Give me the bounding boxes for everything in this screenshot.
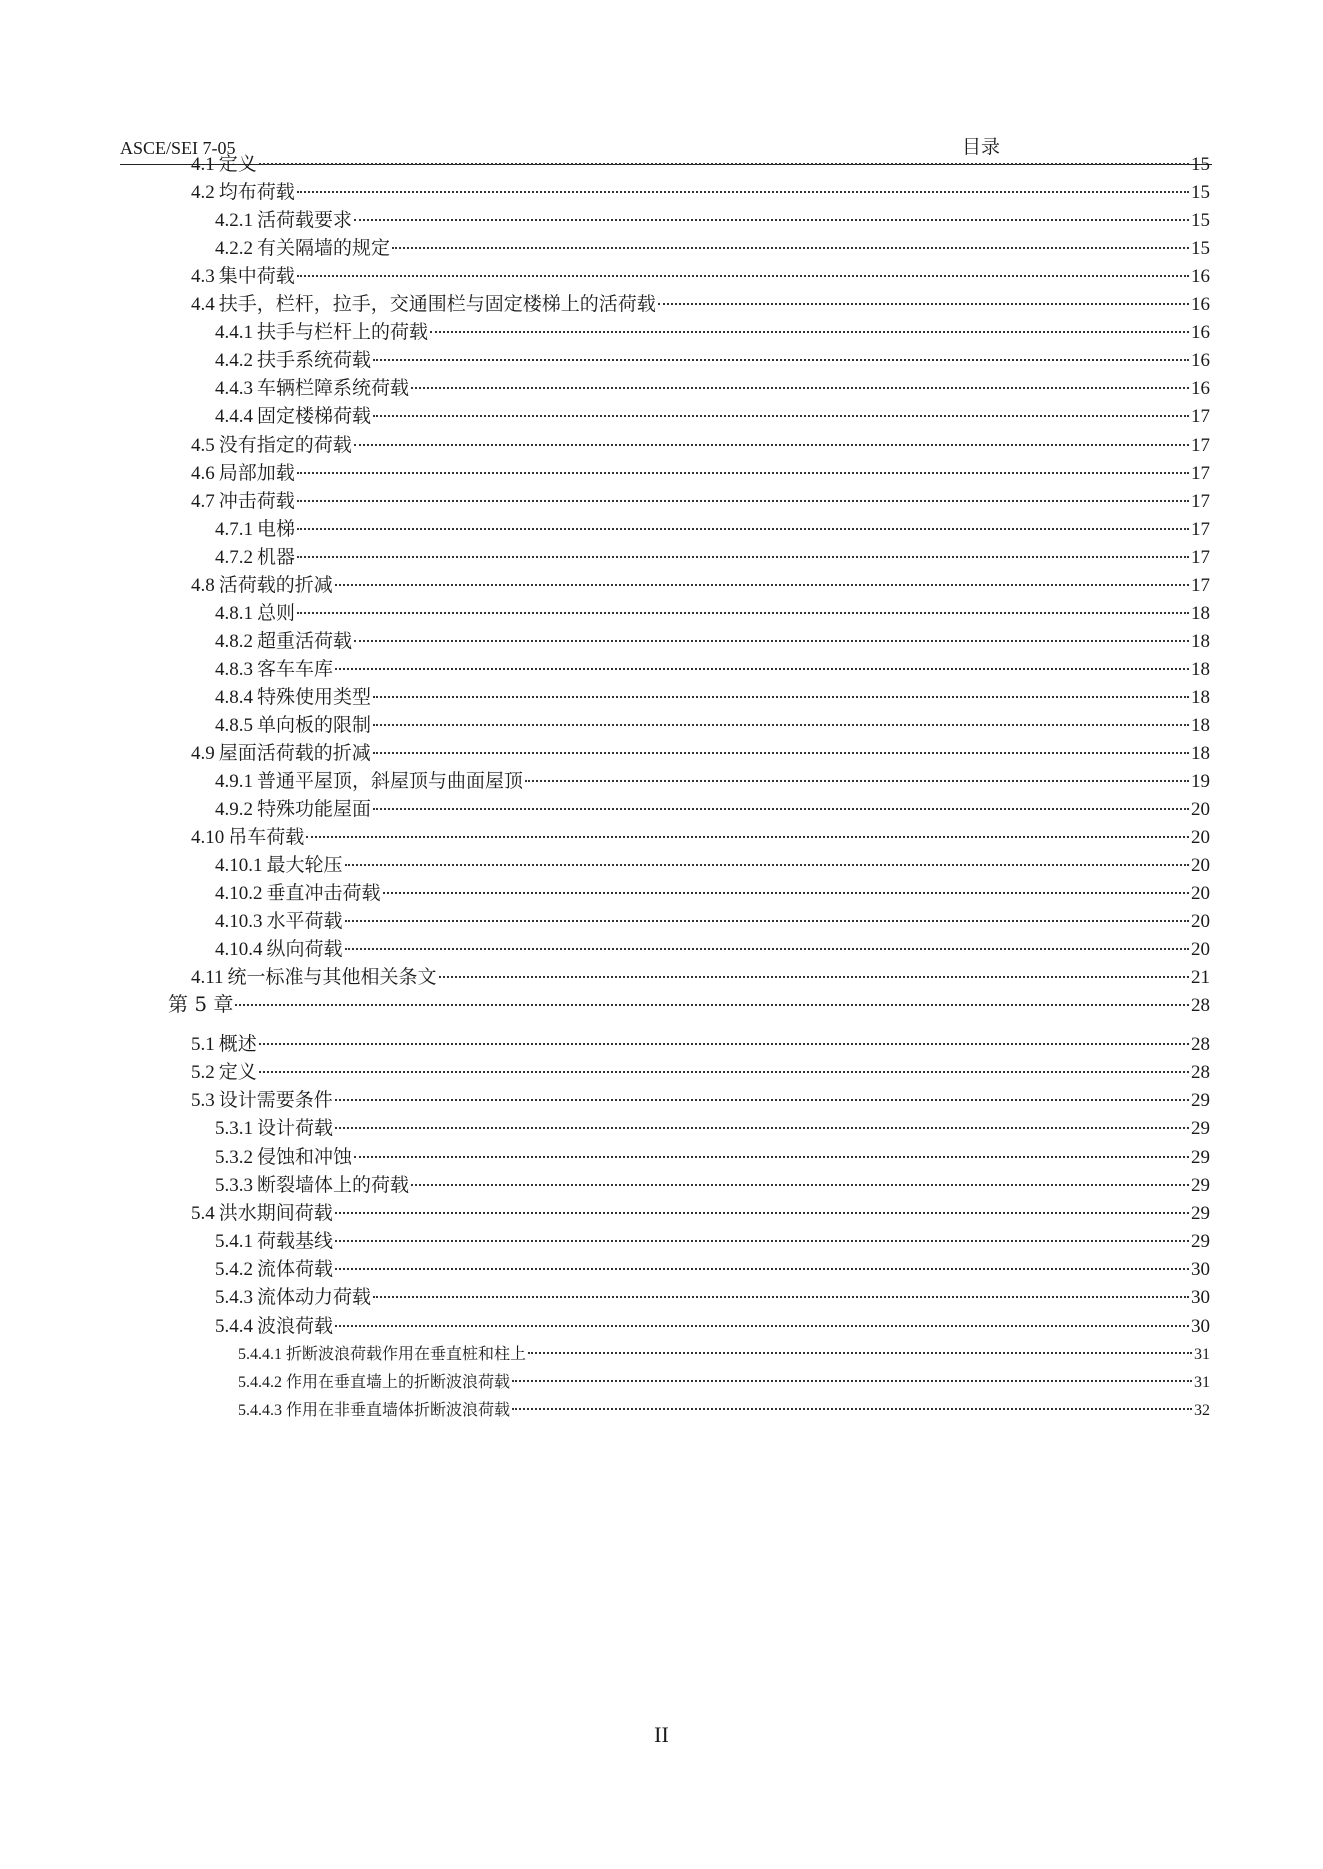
dot-leader [345, 863, 1189, 866]
toc-entry[interactable] [215, 655, 1210, 683]
toc-entry-number: 5.3.1 [215, 1118, 253, 1140]
toc-entry-page: 29 [1191, 1146, 1210, 1168]
toc-entry-title: 单向板的限制 [257, 714, 372, 736]
toc-entry-number: 5.3.3 [215, 1174, 253, 1196]
toc-entry[interactable] [238, 1368, 1210, 1396]
toc-entry-label [191, 739, 371, 768]
toc-entry-label [215, 683, 371, 712]
toc-entry-label [191, 290, 656, 319]
toc-entry[interactable] [191, 1086, 1210, 1114]
page-number: II [654, 1722, 669, 1747]
toc-entry-title: 局部加载 [218, 461, 295, 484]
toc-entry[interactable] [215, 206, 1210, 234]
toc-entry-label [215, 627, 352, 656]
dot-leader [235, 1003, 1189, 1006]
dot-leader [512, 1407, 1192, 1410]
header-title: 目录 [962, 136, 1001, 158]
toc-entry-number: 5.1 [191, 1034, 215, 1055]
dot-leader [297, 274, 1189, 277]
toc-entry-number: 4.9 [191, 743, 215, 765]
toc-entry-number: 4.7 [191, 490, 215, 512]
toc-entry-title: 普通平屋顶，斜屋顶与曲面屋顶 [257, 770, 524, 793]
toc-entry-page: 19 [1191, 771, 1210, 793]
toc-entry[interactable] [191, 262, 1210, 290]
dot-leader [383, 891, 1189, 894]
toc-entry-number: 4.8.3 [215, 658, 253, 680]
dot-leader [297, 555, 1189, 558]
toc-entry-number: 4.8.1 [215, 602, 253, 624]
toc-entry-number: 5.4.4 [215, 1315, 253, 1337]
toc-entry-title: 作用在垂直墙上的折断波浪荷载 [286, 1371, 511, 1391]
toc-entry-title: 断裂墙体上的荷载 [257, 1173, 410, 1196]
toc-entry-label [215, 515, 295, 544]
toc-entry[interactable] [191, 1030, 1210, 1058]
toc-entry[interactable] [215, 627, 1210, 655]
toc-entry-number: 4.6 [191, 462, 215, 484]
toc-entry-label [215, 1171, 409, 1200]
standard-code: ASCE/SEI 7-05 [120, 138, 236, 158]
toc-entry-number: 4.9.1 [215, 771, 253, 793]
toc-entry-label [168, 990, 233, 1018]
toc-entry-number: 4.7.2 [215, 546, 253, 568]
toc-entry-label [191, 1058, 257, 1087]
toc-entry-number: 4.5 [191, 434, 215, 456]
toc-entry-number: 4.10 [191, 827, 225, 849]
toc-entry-label [238, 1396, 510, 1425]
toc-entry-number: 4.10.2 [215, 883, 263, 905]
toc-entry[interactable] [191, 178, 1210, 206]
toc-entry-title: 定义 [218, 153, 257, 175]
toc-entry-number: 4.8 [191, 574, 215, 596]
toc-entry-title: 垂直冲击荷载 [266, 882, 381, 905]
dot-leader [392, 246, 1189, 249]
toc-entry-page: 17 [1191, 462, 1210, 484]
toc-entry-title: 统一标准与其他相关条文 [227, 966, 437, 989]
toc-entry-label [191, 178, 295, 207]
dot-leader [373, 723, 1189, 726]
dot-leader [354, 639, 1189, 642]
toc-entry-number: 5.4.2 [215, 1259, 253, 1281]
toc-entry-title: 洪水期间荷载 [218, 1201, 333, 1224]
toc-entry[interactable] [215, 543, 1210, 571]
toc-entry-page: 29 [1191, 1174, 1210, 1196]
dot-leader [345, 919, 1189, 922]
dot-leader [528, 1351, 1192, 1354]
toc-entry-label [215, 879, 381, 908]
toc-entry[interactable] [191, 823, 1210, 851]
toc-entry-label [215, 374, 409, 403]
toc-entry-title: 设计需要条件 [218, 1089, 333, 1112]
toc-entry-page: 32 [1194, 1401, 1210, 1419]
toc-entry-label [191, 487, 295, 516]
toc-entry-title: 最大轮压 [266, 854, 343, 877]
toc-entry-title: 机器 [257, 545, 296, 568]
toc-entry-number: 5.4.4.1 [238, 1345, 282, 1363]
toc-entry[interactable] [191, 150, 1210, 178]
toc-entry-page: 29 [1191, 1118, 1210, 1140]
toc-entry-number: 5.4.3 [215, 1287, 253, 1309]
toc-entry-label [191, 1086, 333, 1115]
toc-entry-page: 17 [1191, 490, 1210, 512]
toc-entry[interactable] [191, 1199, 1210, 1227]
toc-entry-page: 20 [1191, 855, 1210, 877]
toc-entry[interactable] [191, 459, 1210, 487]
toc-entry-label [215, 655, 333, 684]
toc-entry[interactable] [215, 907, 1210, 935]
toc-entry-label [215, 206, 352, 235]
toc-entry-number: 4.7.1 [215, 518, 253, 540]
toc-entry[interactable] [215, 1227, 1210, 1255]
toc-entry-number: 5.3.2 [215, 1146, 253, 1168]
toc-entry-page: 28 [1191, 1034, 1210, 1055]
toc-entry-label [215, 234, 390, 263]
toc-entry-title: 吊车荷载 [228, 826, 305, 849]
dot-leader [335, 1267, 1189, 1270]
dot-leader [297, 611, 1189, 614]
toc-entry-page: 28 [1191, 995, 1210, 1016]
toc-entry-page: 17 [1191, 406, 1210, 428]
toc-entry[interactable] [215, 318, 1210, 346]
dot-leader [335, 583, 1189, 586]
toc-entry[interactable] [191, 1058, 1210, 1086]
toc-entry[interactable] [215, 515, 1210, 543]
toc-entry-page: 18 [1191, 602, 1210, 624]
toc-entry[interactable] [215, 346, 1210, 374]
toc-entry-label [191, 963, 437, 992]
toc-entry-page: 17 [1191, 546, 1210, 568]
toc-entry-title: 超重活荷载 [257, 629, 353, 652]
toc-entry-title: 扶手与栏杆上的荷载 [257, 321, 429, 344]
dot-leader [335, 1239, 1189, 1242]
toc-entry-number: 4.10.1 [215, 855, 263, 877]
toc-entry-page: 17 [1191, 518, 1210, 540]
toc-entry-page: 16 [1191, 350, 1210, 372]
dot-leader [658, 302, 1189, 305]
toc-entry[interactable] [215, 402, 1210, 430]
toc-entry-title: 荷载基线 [257, 1230, 334, 1253]
toc-entry-label [215, 851, 343, 880]
toc-entry-page: 17 [1191, 434, 1210, 456]
toc-entry[interactable] [215, 1143, 1210, 1171]
toc-entry-label [215, 318, 428, 347]
toc-entry-title: 扶手，栏杆，拉手，交通围栏与固定楼梯上的活荷载 [218, 293, 656, 316]
toc-entry-label [215, 543, 295, 572]
toc-entry-label [215, 795, 371, 824]
toc-entry[interactable] [215, 711, 1210, 739]
toc-entry-title: 没有指定的荷载 [218, 433, 352, 456]
toc-entry-label [215, 1114, 333, 1143]
toc-entry-label [191, 571, 333, 600]
dot-leader [259, 162, 1189, 165]
toc-entry-title: 流体动力荷载 [257, 1286, 372, 1309]
dot-leader [354, 218, 1189, 221]
dot-leader [335, 1324, 1189, 1327]
toc-entry-number: 4.1 [191, 154, 215, 175]
toc-entry-page: 15 [1191, 210, 1210, 232]
toc-entry-title: 屋面活荷载的折减 [218, 742, 371, 765]
toc-entry-page: 18 [1191, 743, 1210, 765]
toc-entry-page: 20 [1191, 911, 1210, 933]
dot-leader [335, 1126, 1189, 1129]
toc-entry-title: 水平荷载 [266, 910, 343, 933]
dot-leader [297, 190, 1189, 193]
toc-entry-label [191, 262, 295, 291]
toc-entry[interactable] [191, 963, 1210, 991]
toc-entry[interactable] [215, 1114, 1210, 1142]
toc-entry-label [215, 1143, 352, 1172]
toc-entry[interactable] [215, 1312, 1210, 1340]
toc-entry-page: 15 [1191, 154, 1210, 175]
toc-entry-page: 29 [1191, 1202, 1210, 1224]
toc-entry-label [215, 1312, 333, 1341]
toc-entry[interactable] [191, 739, 1210, 767]
toc-entry-title: 概述 [218, 1033, 257, 1055]
toc-entry-number: 5.4.4.2 [238, 1373, 282, 1391]
toc-entry-title: 总则 [257, 601, 296, 624]
toc-entry-label [215, 711, 371, 740]
toc-entry-number: 4.4.1 [215, 322, 253, 344]
dot-leader [373, 414, 1189, 417]
toc-entry-page: 29 [1191, 1090, 1210, 1112]
toc-entry-page: 16 [1191, 266, 1210, 288]
toc-entry[interactable] [215, 599, 1210, 627]
toc-entry-label [215, 767, 523, 796]
toc-entry[interactable] [215, 234, 1210, 262]
toc-entry-label [191, 1030, 257, 1059]
toc-entry-number: 5.4 [191, 1202, 215, 1224]
toc-entry-label [215, 346, 371, 375]
toc-entry-number: 4.4.3 [215, 378, 253, 400]
toc-entry[interactable] [191, 290, 1210, 318]
dot-leader [335, 1098, 1189, 1101]
toc-chapter-entry[interactable] [168, 990, 1210, 1018]
toc-entry[interactable] [215, 683, 1210, 711]
toc-entry-label [191, 431, 352, 460]
toc-entry-label [191, 1199, 333, 1228]
dot-leader [297, 499, 1189, 502]
toc-entry-title: 纵向荷载 [266, 938, 343, 961]
toc-entry-title: 活荷载要求 [257, 209, 353, 232]
toc-entry-label [191, 823, 304, 852]
toc-entry[interactable] [238, 1396, 1210, 1424]
toc-entry-title: 扶手系统荷载 [257, 349, 372, 372]
toc-entry-page: 30 [1191, 1287, 1210, 1309]
toc-entry-label [191, 459, 295, 488]
toc-entry[interactable] [191, 431, 1210, 459]
toc-entry-page: 18 [1191, 686, 1210, 708]
dot-leader [525, 779, 1189, 782]
toc-entry-page: 30 [1191, 1259, 1210, 1281]
toc-entry-page: 15 [1191, 182, 1210, 204]
toc-entry-title: 均布荷载 [218, 181, 295, 204]
toc-entry-page: 20 [1191, 883, 1210, 905]
dot-leader [439, 975, 1189, 978]
toc-entry-title: 作用在非垂直墙体折断波浪荷载 [286, 1399, 511, 1419]
toc-entry-page: 18 [1191, 658, 1210, 680]
toc-entry-label [215, 1283, 371, 1312]
toc-entry-label [215, 402, 371, 431]
toc-entry-number: 4.8.5 [215, 715, 253, 736]
toc-entry-title: 设计荷载 [257, 1117, 334, 1140]
dot-leader [411, 1183, 1189, 1186]
toc-entry-title: 电梯 [257, 517, 296, 540]
toc-entry-number: 5.4.4.3 [238, 1401, 282, 1419]
toc-entry-number: 4.4.4 [215, 406, 253, 428]
toc-entry-title: 特殊使用类型 [257, 685, 372, 708]
toc-entry-number: 4.10.4 [215, 939, 263, 961]
toc-entry-page: 18 [1191, 630, 1210, 652]
toc-entry-page: 28 [1191, 1062, 1210, 1084]
toc-entry[interactable] [215, 879, 1210, 907]
toc-entry-number: 4.4.2 [215, 350, 253, 372]
toc-entry-label [238, 1340, 526, 1369]
dot-leader [345, 947, 1189, 950]
dot-leader [354, 443, 1189, 446]
toc-entry-label [215, 1227, 333, 1256]
toc-entry-title: 活荷载的折减 [218, 573, 333, 596]
toc-entry-page: 31 [1194, 1345, 1210, 1363]
dot-leader [297, 471, 1189, 474]
toc-entry-title: 特殊功能屋面 [257, 798, 372, 821]
toc-entry-number: 4.9.2 [215, 799, 253, 821]
toc-entry-title: 折断波浪荷载作用在垂直桩和柱上 [286, 1343, 527, 1363]
toc-entry[interactable] [215, 1255, 1210, 1283]
toc-entry-label [215, 935, 343, 964]
toc-entry-number: 4.8.4 [215, 686, 253, 708]
toc-entry-title: 车辆栏障系统荷载 [257, 377, 410, 400]
toc-entry-page: 16 [1191, 378, 1210, 400]
toc-entry-number: 4.2 [191, 182, 215, 204]
toc-entry-number: 5.2 [191, 1062, 215, 1084]
dot-leader [373, 751, 1189, 754]
toc-entry[interactable] [215, 935, 1210, 963]
toc-entry-number: 4.3 [191, 266, 215, 288]
toc-entry[interactable] [215, 851, 1210, 879]
dot-leader [373, 1295, 1189, 1298]
toc-entry-number: 4.2.2 [215, 238, 253, 260]
toc-entry-title: 侵蚀和冲蚀 [257, 1145, 353, 1168]
toc-entry-title: 有关隔墙的规定 [257, 237, 391, 260]
toc-entry-title: 客车车库 [257, 657, 334, 680]
toc-entry-number: 4.4 [191, 294, 215, 316]
toc-entry-title: 集中荷载 [218, 265, 295, 288]
dot-leader [335, 1211, 1189, 1214]
toc-entry-page: 21 [1191, 967, 1210, 989]
toc-entry-label [191, 150, 257, 179]
toc-entry-number: 4.2.1 [215, 210, 253, 232]
toc-entry-page: 29 [1191, 1231, 1210, 1253]
toc-entry-page: 20 [1191, 799, 1210, 821]
dot-leader [354, 1155, 1189, 1158]
toc-entry-number: 4.10.3 [215, 911, 263, 933]
toc-entry-number: 5.4.1 [215, 1231, 253, 1253]
toc-entry-label [215, 907, 343, 936]
toc-entry[interactable] [215, 1283, 1210, 1311]
dot-leader [259, 1042, 1189, 1045]
toc-entry-title: 定义 [218, 1061, 257, 1084]
toc-entry[interactable] [191, 487, 1210, 515]
toc-entry[interactable] [191, 571, 1210, 599]
toc-entry-page: 30 [1191, 1315, 1210, 1337]
toc-entry-number: 4.8.2 [215, 630, 253, 652]
toc-entry-page: 17 [1191, 574, 1210, 596]
dot-leader [512, 1379, 1192, 1382]
toc-entry-title: 波浪荷载 [257, 1314, 334, 1337]
toc-entry-title: 第 5 章 [168, 992, 234, 1016]
toc-entry-label [215, 1255, 333, 1284]
toc-entry-number: 5.3 [191, 1090, 215, 1112]
toc-entry-page: 16 [1191, 294, 1210, 316]
dot-leader [373, 358, 1189, 361]
dot-leader [411, 386, 1189, 389]
toc-entry-label [215, 599, 295, 628]
toc-entry[interactable] [215, 374, 1210, 402]
dot-leader [373, 807, 1189, 810]
dot-leader [306, 835, 1189, 838]
toc-entry-title: 固定楼梯荷载 [257, 405, 372, 428]
toc-entry-page: 20 [1191, 827, 1210, 849]
toc-entry-label [238, 1368, 510, 1397]
toc-entry-number: 4.11 [191, 967, 224, 989]
toc-entry-title: 流体荷载 [257, 1258, 334, 1281]
toc-entry[interactable] [215, 767, 1210, 795]
toc-entry-page: 31 [1194, 1373, 1210, 1391]
toc-entry-title: 冲击荷载 [218, 489, 295, 512]
dot-leader [259, 1070, 1189, 1073]
toc-entry[interactable] [215, 1171, 1210, 1199]
dot-leader [335, 667, 1189, 670]
dot-leader [373, 695, 1189, 698]
dot-leader [430, 330, 1189, 333]
toc-entry-page: 15 [1191, 238, 1210, 260]
toc-entry-page: 16 [1191, 322, 1210, 344]
toc-entry[interactable] [215, 795, 1210, 823]
toc-entry-page: 18 [1191, 715, 1210, 736]
toc-entry[interactable] [238, 1340, 1210, 1368]
toc-entry-page: 20 [1191, 939, 1210, 961]
dot-leader [297, 527, 1189, 530]
